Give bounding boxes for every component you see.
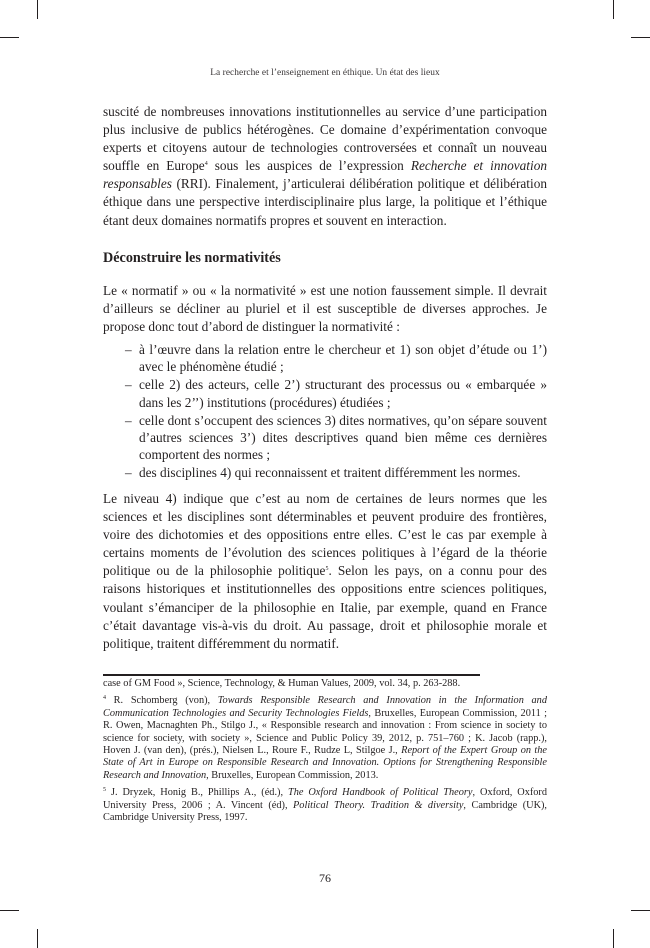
- intro-seg-2: sous les auspices de l’expression: [207, 158, 411, 174]
- footnote-5-title-italic: Political Theory. Tradition & diversity: [293, 799, 464, 811]
- crop-mark-top-right-horizontal: [631, 37, 650, 38]
- footnote-5-seg: J. Dryzek, Honig B., Phillips A., (éd.),: [106, 787, 288, 799]
- footnote-4-seg: Bruxelles, European Commission, 2013.: [208, 769, 379, 781]
- footnote-4: [103, 695, 547, 782]
- intro-paragraph: [103, 103, 547, 230]
- footnote-separator: [103, 674, 480, 676]
- footnotes: [103, 678, 547, 829]
- section-intro-block: [103, 282, 547, 336]
- footnote-ref-5[interactable]: 5: [325, 566, 329, 573]
- list-item: [103, 464, 547, 481]
- list-item: [103, 412, 547, 464]
- dash-bullet-icon: –: [125, 342, 132, 357]
- dash-bullet-icon: –: [125, 465, 132, 481]
- footnote-number: 5: [103, 787, 106, 794]
- footnote-ref-4[interactable]: 4: [204, 161, 208, 168]
- intro-paragraph-block: [103, 103, 547, 230]
- footnote-5-seg: , Oxford, Oxford University Press, 2006 ; A. Vincent (éd),: [103, 787, 547, 811]
- intro-seg-3-italic: Recherche et innovation responsables: [103, 158, 547, 192]
- section-heading: Déconstruire les normativités: [103, 250, 281, 266]
- list-item-text: à l’œuvre dans la relation entre le chercheur et 1) son objet d’étude ou 1’) avec le phénomène étudié ;: [139, 342, 547, 375]
- list-item-text: celle dont s’occupent des sciences 3) dites normatives, qu’on sépare souvent d’autres sciences 3’) dites descriptives quand bien même ces dernières comportent des normes ;: [139, 412, 547, 463]
- list-item-text: celle 2) des acteurs, celle 2’) structurant des processus ou « embarquée » dans les 2’’) institutions (procédures) étudiées ;: [139, 377, 547, 410]
- crop-mark-top-left-vertical: [37, 0, 38, 19]
- footnote-4-seg: R. Schomberg (von),: [106, 695, 218, 707]
- list-item-text: des disciplines 4) qui reconnaissent et traitent différemment les normes.: [139, 465, 521, 481]
- crop-mark-bottom-left-vertical: [37, 929, 38, 948]
- section-intro-paragraph: Le « normatif » ou « la normativité » est une notion faussement simple. Il devrait d’ailleurs se décliner au pluriel et il est susceptible de diverses approches. Je propose donc tout d’abord de distinguer la normativité :: [103, 283, 547, 335]
- crop-mark-top-right-vertical: [613, 0, 614, 19]
- running-header: La recherche et l’enseignement en éthique. Un état des lieux: [210, 68, 440, 78]
- crop-mark-top-left-horizontal: [0, 37, 19, 38]
- crop-mark-bottom-left-horizontal: [0, 910, 19, 911]
- footnote-5: [103, 787, 547, 824]
- footnote-5-seg: , Cambridge (UK), Cambridge University Press, 1997.: [103, 799, 548, 824]
- crop-mark-bottom-right-horizontal: [631, 910, 650, 911]
- closing-text-before-ref: Le niveau 4) indique que c’est au nom de certaines de leurs normes que les sciences et les disciplines sont déterminables et peuvent produire des frontières, voire des dichotomies et des oppositions entre elles. C’est le cas par exemple à certains moments de l’évolution des sciences politiques à l’égard de la théorie politique ou de la philosophie politique: [103, 491, 547, 579]
- list-item: [103, 376, 547, 410]
- closing-paragraph-block: [103, 490, 547, 653]
- list-item: [103, 341, 547, 375]
- footnote-5-title-italic: The Oxford Handbook of Political Theory: [287, 787, 473, 799]
- page-number: 76: [319, 871, 331, 885]
- closing-paragraph: [103, 490, 547, 653]
- closing-text-after-ref: . Selon les pays, on a connu pour des raisons historiques et institutionnelles des oppositions entre sciences politiques, voulant s’émanciper de la philosophie en Italie, par exemple, quand en France c’était davantage vis-à-vis du droit. Au passage, droit et philosophie morale et politique, traitent différemment du normatif.: [103, 563, 547, 651]
- crop-mark-bottom-right-vertical: [613, 929, 614, 948]
- dash-bullet-icon: –: [125, 412, 132, 428]
- footnote-4-seg: , Bruxelles, European Commission, 2011 ; R. Owen, Macnaghten Ph., Stilgo J., « Responsible research and innovation : From science in society to science for society, with society », Science and Public Policy 39, 2012, p. 751–760 ; K. Jacob (rapp.), Hoven J. (van den), (prés.), Nielsen L., Roure F., Rudze L, Stilgoe J.,: [103, 707, 547, 757]
- footnote-4-report-italic: Report of the Expert Group on the State of Art in Europe on Responsible Research and Innovation. Options for Strengthening Responsible Research and Innovation,: [103, 745, 547, 781]
- footnote-4-title-italic: Towards Responsible Research and Innovation in the Information and Communication Technologies and Security Technologies Fields: [103, 695, 547, 719]
- footnote-number: 4: [103, 695, 106, 702]
- intro-seg-4: (RRI). Finalement, j’articulerai délibération politique et délibération éthique dans une perspective interdisciplinaire plus large, la politique et l’éthique étant deux domaines normatifs propres et souvent en interaction.: [103, 176, 547, 228]
- intro-seg-0: suscité de nombreuses innovations institutionnelles au service d’une participation plus inclusive de publics hétérogènes. Ce domaine d’expérimentation convoque experts et citoyens autour de technologies controversées et connaît un nouveau souffle en Europe: [103, 104, 547, 174]
- dash-bullet-icon: –: [125, 377, 132, 393]
- footnote-continued: case of GM Food », Science, Technology, & Human Values, 2009, vol. 34, p. 263-288.: [103, 678, 461, 689]
- normativity-list: [103, 341, 547, 483]
